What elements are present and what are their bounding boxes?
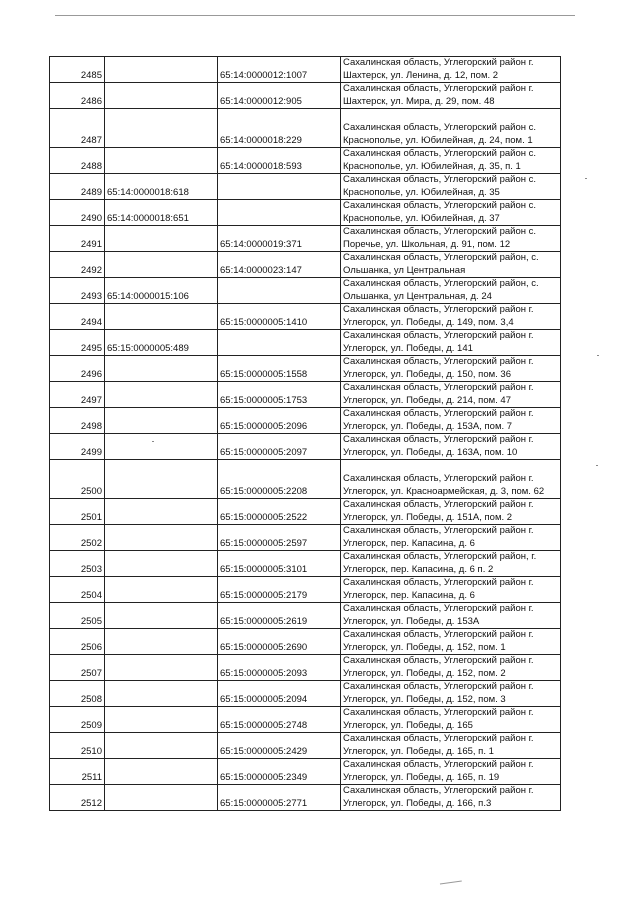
cadastral-number-a-cell: 65:14:0000018:651 xyxy=(105,200,218,226)
cadastral-number-a-cell xyxy=(105,603,218,629)
cadastral-number-b-cell: 65:14:0000012:1007 xyxy=(218,57,341,83)
table-row xyxy=(50,408,561,434)
table-row xyxy=(50,434,561,460)
row-number-cell: 2491 xyxy=(50,226,105,252)
address-cell xyxy=(341,759,561,785)
scan-speck xyxy=(585,178,587,179)
cadastral-number-b-cell: 65:15:0000005:2690 xyxy=(218,629,341,655)
address-line-2: Углегорск, ул. Победы, д. 165 xyxy=(343,719,473,731)
address-line-1: Сахалинская область, Углегорский район с. xyxy=(343,200,537,211)
row-number-cell: 2495 xyxy=(50,330,105,356)
address-line-1: Сахалинская область, Углегорский район с. xyxy=(343,122,537,133)
address-line-1: Сахалинская область, Углегорский район, с. xyxy=(343,278,539,289)
row-number-cell: 2489 xyxy=(50,174,105,200)
address-cell xyxy=(341,434,561,460)
cadastral-number-b-cell: 65:14:0000018:229 xyxy=(218,109,341,148)
table-row xyxy=(50,304,561,330)
cadastral-number-a-cell xyxy=(105,109,218,148)
cadastral-number-b-cell: 65:15:0000005:2619 xyxy=(218,603,341,629)
table-row xyxy=(50,460,561,499)
address-line-1: Сахалинская область, Углегорский район г. xyxy=(343,330,534,341)
cadastral-number-a-cell xyxy=(105,304,218,330)
address-line-1: Сахалинская область, Углегорский район г. xyxy=(343,83,534,94)
address-cell xyxy=(341,629,561,655)
cadastral-number-a-cell xyxy=(105,707,218,733)
table-row xyxy=(50,174,561,200)
address-cell xyxy=(341,278,561,304)
table-row xyxy=(50,382,561,408)
table-row xyxy=(50,577,561,603)
address-line-1: Сахалинская область, Углегорский район г. xyxy=(343,759,534,770)
row-number-cell: 2510 xyxy=(50,733,105,759)
address-line-2: Углегорск, ул. Победы, д. 163А, пом. 10 xyxy=(343,446,518,458)
table-row xyxy=(50,525,561,551)
address-cell xyxy=(341,200,561,226)
cadastral-number-b-cell: 65:14:0000023:147 xyxy=(218,252,341,278)
address-line-1: Сахалинская область, Углегорский район г. xyxy=(343,356,534,367)
address-line-1: Сахалинская область, Углегорский район г. xyxy=(343,434,534,445)
address-line-2: Углегорск, ул. Победы, д. 152, пом. 2 xyxy=(343,667,506,679)
table-row xyxy=(50,681,561,707)
address-line-2: Углегорск, пер. Капасина, д. 6 xyxy=(343,589,475,601)
row-number-cell: 2503 xyxy=(50,551,105,577)
address-cell xyxy=(341,460,561,499)
address-line-1: Сахалинская область, Углегорский район г. xyxy=(343,473,534,484)
cadastral-number-a-cell xyxy=(105,655,218,681)
table-row xyxy=(50,551,561,577)
scan-top-rule xyxy=(55,15,575,16)
address-line-1: Сахалинская область, Углегорский район г. xyxy=(343,408,534,419)
table-row xyxy=(50,57,561,83)
address-cell xyxy=(341,655,561,681)
cadastral-number-b-cell: 65:15:0000005:2771 xyxy=(218,785,341,811)
row-number-cell: 2498 xyxy=(50,408,105,434)
address-line-1: Сахалинская область, Углегорский район г. xyxy=(343,525,534,536)
address-line-2: Краснополье, ул. Юбилейная, д. 35 xyxy=(343,186,500,198)
address-line-2: Углегорск, ул. Красноармейская, д. 3, пом. 62 xyxy=(343,485,545,497)
address-line-1: Сахалинская область, Углегорский район г. xyxy=(343,655,534,666)
address-line-2: Углегорск, ул. Победы, д. 165, п. 19 xyxy=(343,771,500,783)
address-cell xyxy=(341,733,561,759)
table-row xyxy=(50,603,561,629)
row-number-cell: 2493 xyxy=(50,278,105,304)
cadastral-number-a-cell xyxy=(105,252,218,278)
address-cell xyxy=(341,525,561,551)
cadastral-number-a-cell xyxy=(105,57,218,83)
address-cell xyxy=(341,577,561,603)
scan-speck xyxy=(596,465,598,466)
row-number-cell: 2506 xyxy=(50,629,105,655)
cadastral-number-b-cell: 65:15:0000005:1410 xyxy=(218,304,341,330)
scan-speck xyxy=(597,355,599,356)
table-row xyxy=(50,785,561,811)
address-line-1: Сахалинская область, Углегорский район г. xyxy=(343,707,534,718)
address-line-2: Шахтерск, ул. Ленина, д. 12, пом. 2 xyxy=(343,69,499,81)
row-number-cell: 2488 xyxy=(50,148,105,174)
cadastral-number-a-cell xyxy=(105,629,218,655)
cadastral-number-a-cell xyxy=(105,434,218,460)
address-line-2: Поречье, ул. Школьная, д. 91, пом. 12 xyxy=(343,238,511,250)
cadastral-number-a-cell xyxy=(105,733,218,759)
row-number-cell: 2490 xyxy=(50,200,105,226)
address-line-1: Сахалинская область, Углегорский район г. xyxy=(343,577,534,588)
address-cell xyxy=(341,109,561,148)
address-line-1: Сахалинская область, Углегорский район с. xyxy=(343,148,537,159)
cadastral-number-b-cell xyxy=(218,330,341,356)
cadastral-number-a-cell xyxy=(105,551,218,577)
cadastral-number-b-cell: 65:15:0000005:2522 xyxy=(218,499,341,525)
cadastral-number-b-cell: 65:15:0000005:2096 xyxy=(218,408,341,434)
scan-mark xyxy=(440,880,462,886)
table-row xyxy=(50,278,561,304)
row-number-cell: 2512 xyxy=(50,785,105,811)
cadastral-number-a-cell xyxy=(105,408,218,434)
cadastral-number-b-cell: 65:15:0000005:2097 xyxy=(218,434,341,460)
table-row xyxy=(50,759,561,785)
address-line-2: Углегорск, ул. Победы, д. 152, пом. 1 xyxy=(343,641,506,653)
address-cell xyxy=(341,707,561,733)
row-number-cell: 2496 xyxy=(50,356,105,382)
row-number-cell: 2494 xyxy=(50,304,105,330)
address-cell xyxy=(341,252,561,278)
row-number-cell: 2504 xyxy=(50,577,105,603)
address-cell xyxy=(341,83,561,109)
table-row xyxy=(50,356,561,382)
table-row xyxy=(50,499,561,525)
address-line-1: Сахалинская область, Углегорский район г. xyxy=(343,382,534,393)
cadastral-number-b-cell: 65:15:0000005:2597 xyxy=(218,525,341,551)
row-number-cell: 2486 xyxy=(50,83,105,109)
cadastral-number-a-cell xyxy=(105,226,218,252)
address-line-2: Углегорск, ул. Победы, д. 149, пом. 3,4 xyxy=(343,316,514,328)
cadastral-number-b-cell xyxy=(218,174,341,200)
cadastral-number-a-cell xyxy=(105,83,218,109)
address-line-1: Сахалинская область, Углегорский район г. xyxy=(343,785,534,796)
address-cell xyxy=(341,551,561,577)
cadastral-number-a-cell: 65:15:0000005:489 xyxy=(105,330,218,356)
address-cell xyxy=(341,226,561,252)
address-line-1: Сахалинская область, Углегорский район с. xyxy=(343,226,537,237)
address-line-1: Сахалинская область, Углегорский район г. xyxy=(343,603,534,614)
cadastral-number-b-cell: 65:15:0000005:2179 xyxy=(218,577,341,603)
row-number-cell: 2500 xyxy=(50,460,105,499)
cadastral-number-b-cell: 65:15:0000005:3101 xyxy=(218,551,341,577)
address-line-2: Углегорск, ул. Победы, д. 166, п.3 xyxy=(343,797,492,809)
row-number-cell: 2487 xyxy=(50,109,105,148)
address-cell xyxy=(341,681,561,707)
cadastral-number-a-cell: 65:14:0000018:618 xyxy=(105,174,218,200)
address-cell xyxy=(341,148,561,174)
address-cell xyxy=(341,499,561,525)
address-line-1: Сахалинская область, Углегорский район г. xyxy=(343,629,534,640)
address-line-2: Краснополье, ул. Юбилейная, д. 35, п. 1 xyxy=(343,160,521,172)
address-line-1: Сахалинская область, Углегорский район г. xyxy=(343,681,534,692)
table-row xyxy=(50,707,561,733)
table-row xyxy=(50,655,561,681)
row-number-cell: 2497 xyxy=(50,382,105,408)
cadastral-number-b-cell: 65:15:0000005:2093 xyxy=(218,655,341,681)
row-number-cell: 2507 xyxy=(50,655,105,681)
row-number-cell: 2485 xyxy=(50,57,105,83)
row-number-cell: 2492 xyxy=(50,252,105,278)
address-line-2: Краснополье, ул. Юбилейная, д. 37 xyxy=(343,212,500,224)
cadastral-number-a-cell xyxy=(105,681,218,707)
cadastral-number-b-cell: 65:14:0000019:371 xyxy=(218,226,341,252)
address-line-1: Сахалинская область, Углегорский район, г. xyxy=(343,551,537,562)
row-number-cell: 2501 xyxy=(50,499,105,525)
cadastral-number-b-cell: 65:15:0000005:1558 xyxy=(218,356,341,382)
address-line-1: Сахалинская область, Углегорский район с. xyxy=(343,174,537,185)
row-number-cell: 2499 xyxy=(50,434,105,460)
address-line-1: Сахалинская область, Углегорский район г. xyxy=(343,499,534,510)
cadastral-number-a-cell xyxy=(105,460,218,499)
table-row xyxy=(50,83,561,109)
address-line-2: Углегорск, ул. Победы, д. 141 xyxy=(343,342,473,354)
cadastral-number-b-cell: 65:15:0000005:2429 xyxy=(218,733,341,759)
cadastral-number-a-cell xyxy=(105,148,218,174)
cadastral-number-a-cell xyxy=(105,785,218,811)
address-line-2: Углегорск, ул. Победы, д. 214, пом. 47 xyxy=(343,394,511,406)
cadastral-number-b-cell: 65:15:0000005:2748 xyxy=(218,707,341,733)
address-line-1: Сахалинская область, Углегорский район г. xyxy=(343,304,534,315)
address-cell xyxy=(341,174,561,200)
address-line-2: Углегорск, пер. Капасина, д. 6 xyxy=(343,537,475,549)
address-line-1: Сахалинская область, Углегорский район г. xyxy=(343,733,534,744)
table-body xyxy=(50,57,561,811)
cadastral-number-a-cell xyxy=(105,356,218,382)
row-number-cell: 2502 xyxy=(50,525,105,551)
table-row xyxy=(50,252,561,278)
address-line-2: Краснополье, ул. Юбилейная, д. 24, пом. 1 xyxy=(343,134,533,146)
cadastral-number-b-cell: 65:14:0000012:905 xyxy=(218,83,341,109)
address-line-2: Шахтерск, ул. Мира, д. 29, пом. 48 xyxy=(343,95,495,107)
address-line-2: Углегорск, пер. Капасина, д. 6 п. 2 xyxy=(343,563,494,575)
address-line-2: Ольшанка, ул Центральная xyxy=(343,264,466,276)
cadastral-number-b-cell: 65:15:0000005:2349 xyxy=(218,759,341,785)
table-row xyxy=(50,629,561,655)
address-cell xyxy=(341,57,561,83)
table-row xyxy=(50,109,561,148)
cadastral-number-b-cell xyxy=(218,278,341,304)
address-cell xyxy=(341,356,561,382)
cadastral-number-b-cell: 65:15:0000005:2094 xyxy=(218,681,341,707)
cadastral-number-a-cell xyxy=(105,759,218,785)
row-number-cell: 2511 xyxy=(50,759,105,785)
address-cell xyxy=(341,785,561,811)
address-line-2: Углегорск, ул. Победы, д. 151А, пом. 2 xyxy=(343,511,513,523)
cadastral-number-a-cell xyxy=(105,499,218,525)
address-line-2: Углегорск, ул. Победы, д. 165, п. 1 xyxy=(343,745,494,757)
row-number-cell: 2505 xyxy=(50,603,105,629)
address-line-1: Сахалинская область, Углегорский район г. xyxy=(343,57,534,68)
cadastral-number-a-cell xyxy=(105,525,218,551)
table-row xyxy=(50,200,561,226)
address-line-2: Углегорск, ул. Победы, д. 150, пом. 36 xyxy=(343,368,511,380)
address-cell xyxy=(341,408,561,434)
cadastral-number-b-cell: 65:15:0000005:1753 xyxy=(218,382,341,408)
row-number-cell: 2509 xyxy=(50,707,105,733)
table-row xyxy=(50,330,561,356)
table-row xyxy=(50,733,561,759)
address-cell xyxy=(341,304,561,330)
cadastral-number-b-cell: 65:15:0000005:2208 xyxy=(218,460,341,499)
address-line-2: Углегорск, ул. Победы, д. 152, пом. 3 xyxy=(343,693,506,705)
property-register-table xyxy=(49,56,561,811)
address-line-2: Углегорск, ул. Победы, д. 153А, пом. 7 xyxy=(343,420,513,432)
scan-speck xyxy=(152,441,154,442)
address-line-2: Ольшанка, ул Центральная, д. 24 xyxy=(343,290,492,302)
address-line-1: Сахалинская область, Углегорский район, с. xyxy=(343,252,539,263)
table-row xyxy=(50,226,561,252)
cadastral-number-a-cell xyxy=(105,382,218,408)
cadastral-number-a-cell: 65:14:0000015:106 xyxy=(105,278,218,304)
address-cell xyxy=(341,382,561,408)
table-row xyxy=(50,148,561,174)
cadastral-number-a-cell xyxy=(105,577,218,603)
cadastral-number-b-cell: 65:14:0000018:593 xyxy=(218,148,341,174)
address-cell xyxy=(341,603,561,629)
address-cell xyxy=(341,330,561,356)
row-number-cell: 2508 xyxy=(50,681,105,707)
cadastral-number-b-cell xyxy=(218,200,341,226)
address-line-2: Углегорск, ул. Победы, д. 153А xyxy=(343,615,480,627)
